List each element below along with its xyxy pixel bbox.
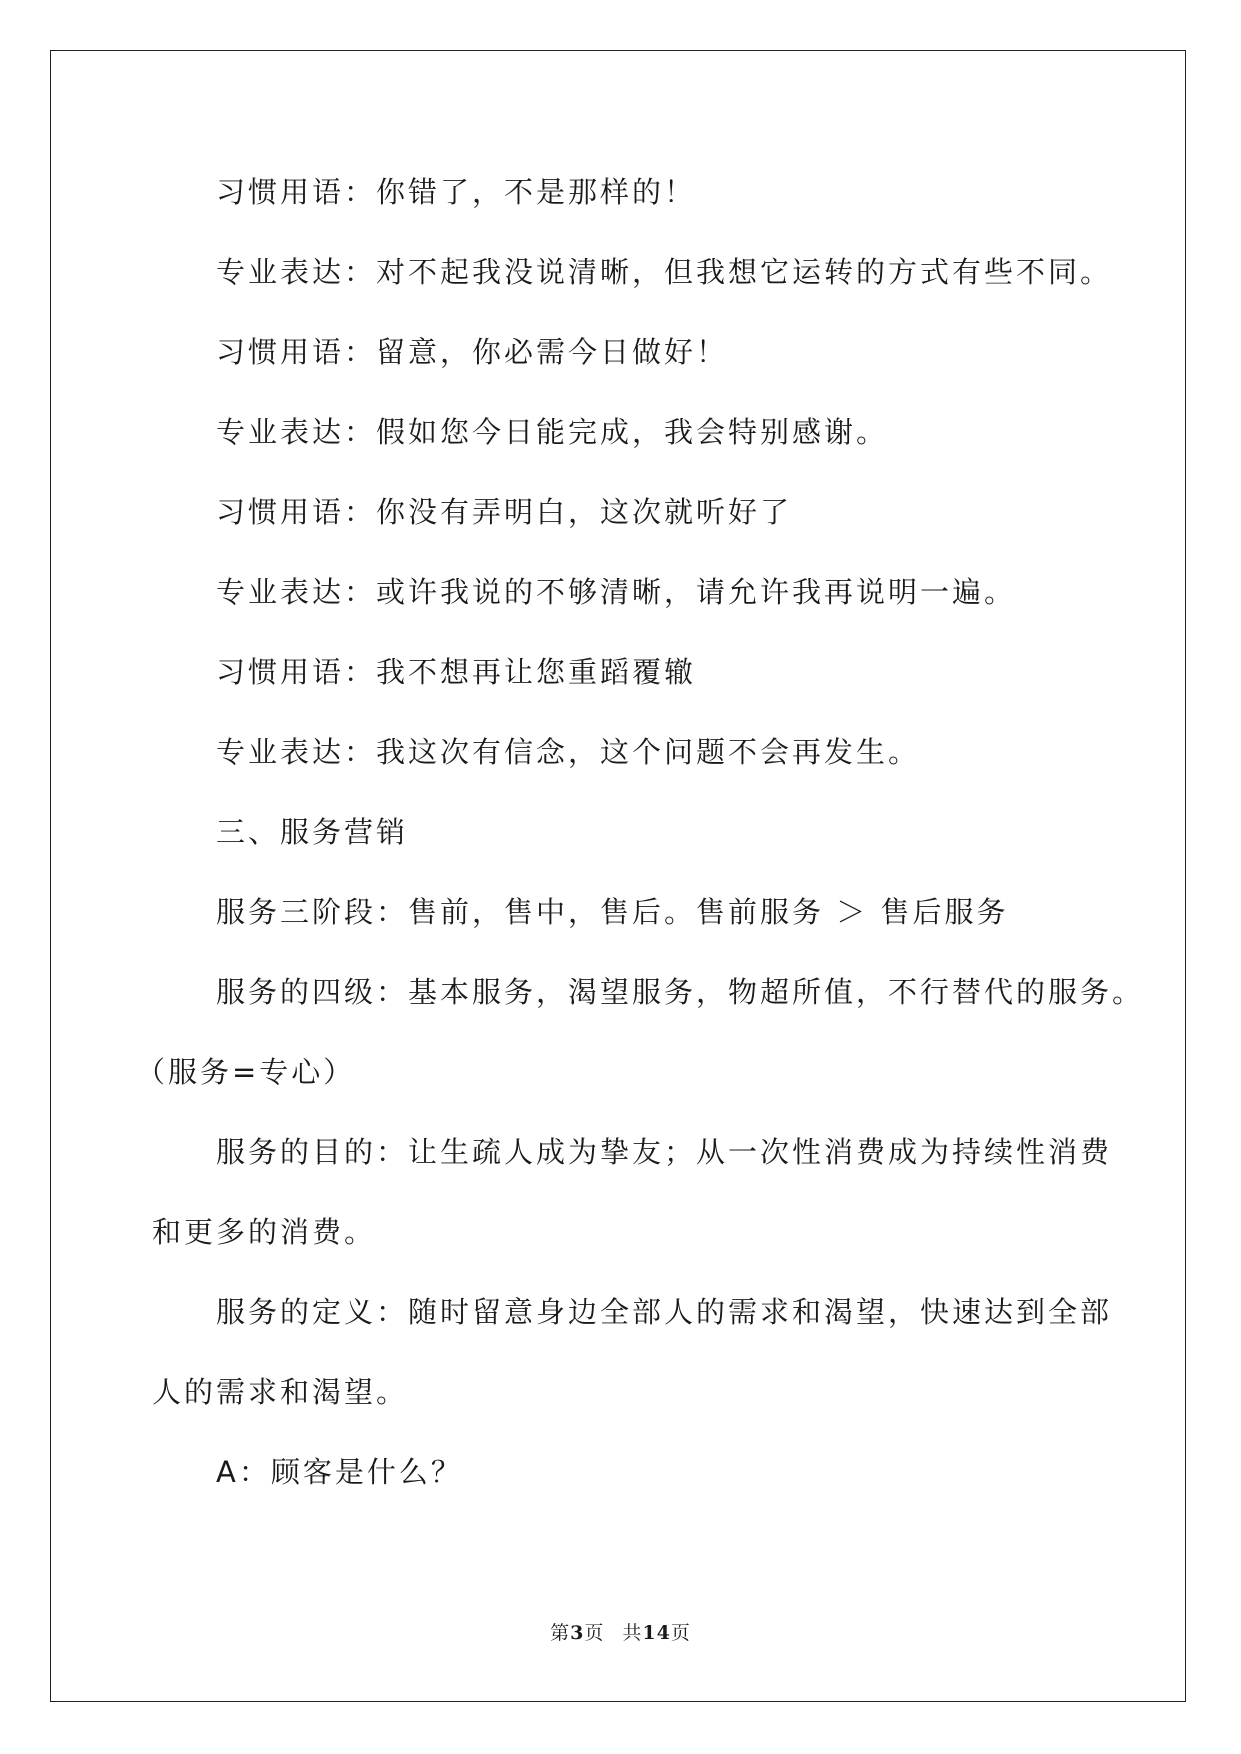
footer-page-number: 3: [570, 1622, 585, 1644]
text-line-2: 专业表达：对不起我没说清晰，但我想它运转的方式有些不同。: [216, 255, 1113, 289]
text-line-7: 习惯用语：我不想再让您重蹈覆辙: [216, 655, 697, 689]
text-line-3: 习惯用语：留意，你必需今日做好！: [216, 335, 729, 369]
text-line-10: 服务三阶段：售前，售中，售后。售前服务 ＞ 售后服务: [216, 895, 1009, 929]
text-line-1: 习惯用语：你错了，不是那样的！: [216, 175, 697, 209]
footer-total-prefix: 共: [622, 1622, 643, 1644]
section-heading: 三、服务营销: [216, 815, 409, 849]
text-line-5: 习惯用语：你没有弄明白，这次就听好了: [216, 495, 793, 529]
text-line-17: A：顾客是什么？: [216, 1455, 463, 1489]
text-line-15: 服务的定义：随时留意身边全部人的需求和渴望，快速达到全部: [216, 1295, 1113, 1329]
text-line-4: 专业表达：假如您今日能完成，我会特别感谢。: [216, 415, 889, 449]
text-line-11: 服务的四级：基本服务，渴望服务，物超所值，不行替代的服务。: [216, 975, 1145, 1009]
text-line-13: 服务的目的：让生疏人成为挚友；从一次性消费成为持续性消费: [216, 1135, 1113, 1169]
footer-total-suffix: 页: [670, 1622, 691, 1644]
footer-total-pages: 14: [642, 1622, 671, 1644]
text-line-6: 专业表达：或许我说的不够清晰，请允许我再说明一遍。: [216, 575, 1017, 609]
footer-page-suffix: 页: [584, 1622, 605, 1644]
page-footer: [0, 1618, 1241, 1645]
text-line-14: 和更多的消费。: [152, 1215, 377, 1249]
text-line-8: 专业表达：我这次有信念，这个问题不会再发生。: [216, 735, 921, 769]
text-line-12: （服务=专心）: [136, 1055, 356, 1089]
footer-prefix: 第: [550, 1622, 571, 1644]
text-line-16: 人的需求和渴望。: [152, 1375, 409, 1409]
